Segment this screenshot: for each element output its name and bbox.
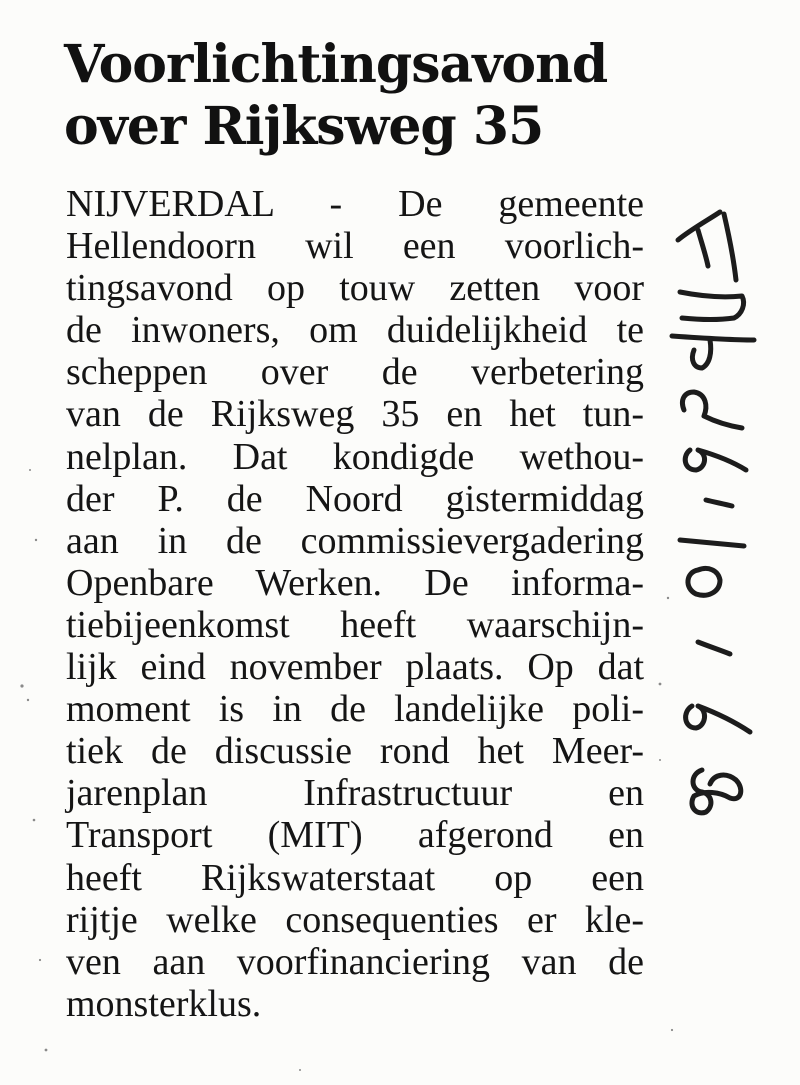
body-line: tiebijeenkomst heeft waarschijn- (66, 603, 644, 646)
body-line: Transport (MIT) afgerond en (66, 814, 644, 857)
body-line: nelplan. Dat kondigde wethou- (66, 435, 644, 478)
body-line: tingsavond op touw zetten voor (66, 267, 644, 310)
article-body (66, 183, 644, 1025)
headline (64, 34, 684, 158)
headline-line-1: Voorlichtingsavond (64, 34, 608, 95)
body-line: moment is in de landelijke poli- (66, 688, 644, 731)
body-line: rijtje welke consequenties er kle- (66, 898, 644, 941)
body-line: Hellendoorn wil een voorlich- (66, 225, 644, 268)
body-line: scheppen over de verbetering (66, 351, 644, 394)
body-line: heeft Rijkswaterstaat op een (66, 856, 644, 899)
body-line: tiek de discussie rond het Meer- (66, 730, 644, 773)
body-line: der P. de Noord gistermiddag (66, 477, 644, 520)
handwritten-date-annotation (650, 200, 770, 880)
body-line: ven aan voorfinanciering van de (66, 940, 644, 983)
body-line: de inwoners, om duidelijkheid te (66, 309, 644, 352)
body-line: aan in de commissievergadering (66, 519, 644, 562)
body-line: lijk eind november plaats. Op dat (66, 646, 644, 689)
headline-line-2: over Rijksweg 35 (64, 96, 544, 157)
body-line: monsterklus. (66, 982, 262, 1025)
body-line: van de Rijksweg 35 en het tun- (66, 393, 644, 436)
body-line: NIJVERDAL - De gemeente (66, 183, 644, 225)
body-line: jarenplan Infrastructuur en (66, 772, 644, 815)
body-line: Openbare Werken. De informa- (66, 561, 644, 604)
